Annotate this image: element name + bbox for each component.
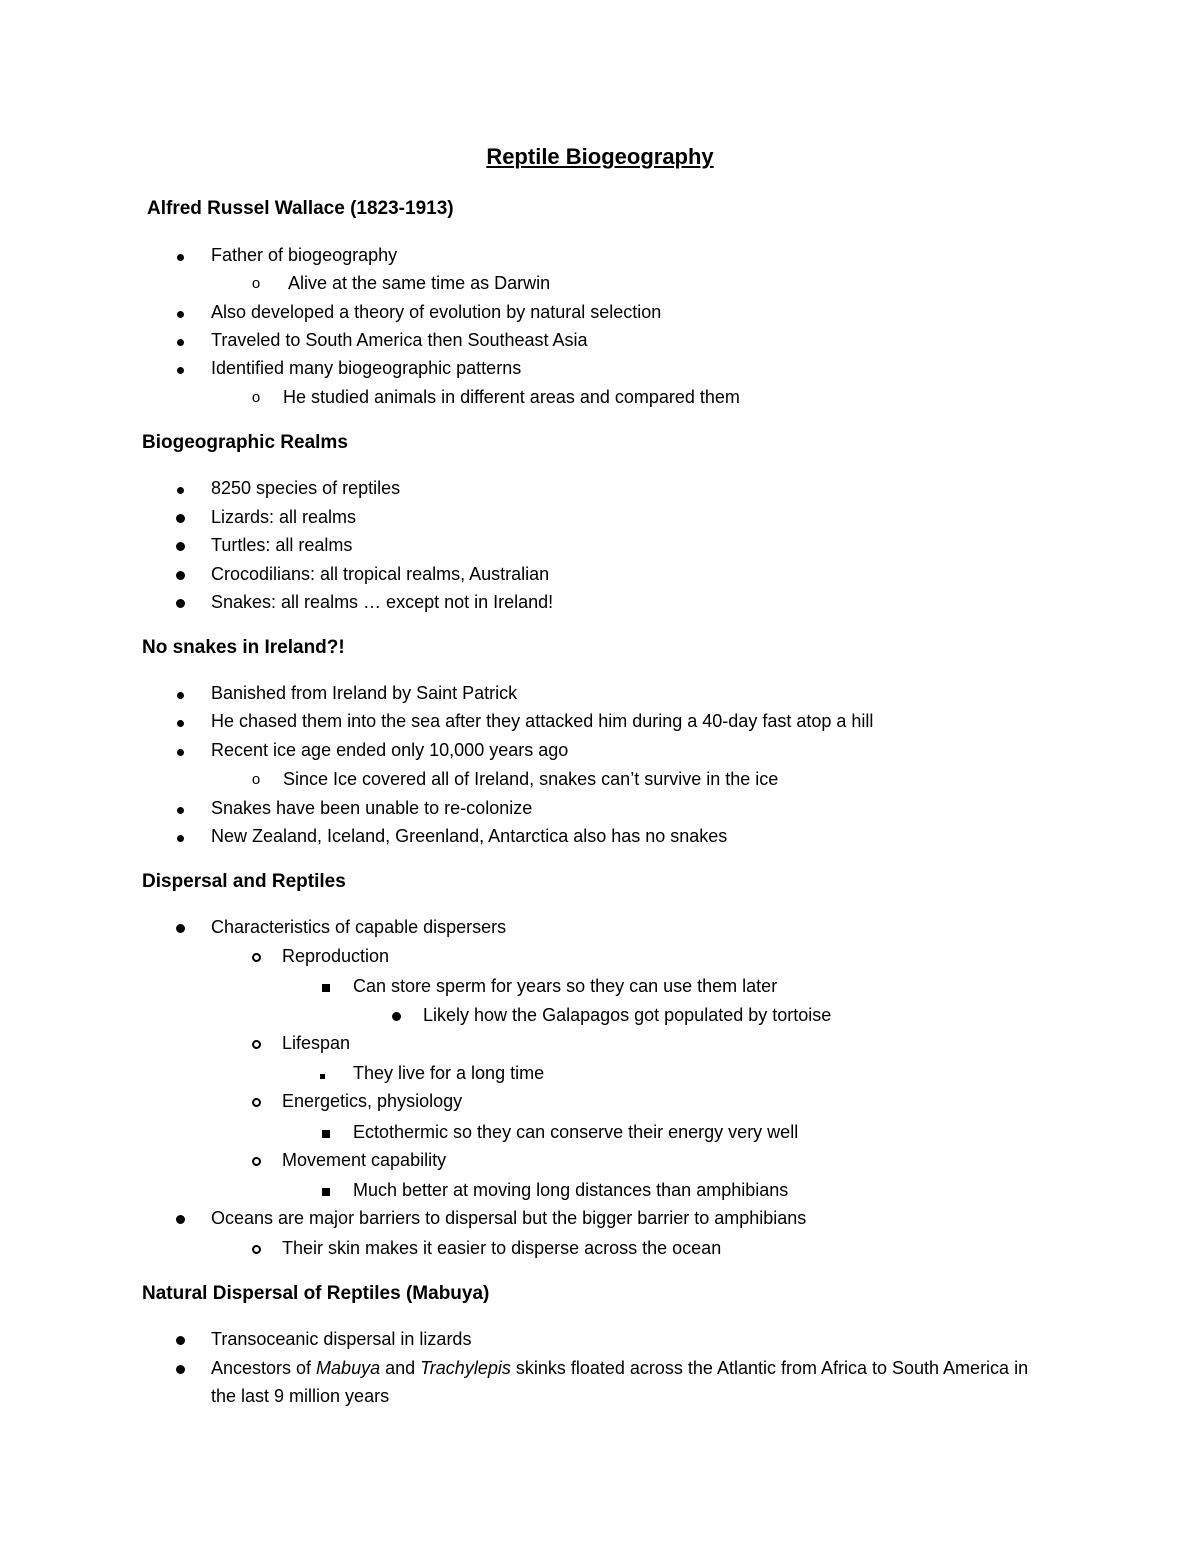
heading-realms: Biogeographic Realms: [142, 432, 348, 453]
ring-bullet-icon: [246, 1091, 266, 1113]
genus-mabuya: Mabuya: [316, 1358, 381, 1378]
ancestors-text-1: Ancestors of: [211, 1358, 317, 1378]
list-item-ancestors: [211, 1354, 1031, 1410]
list-item: 8250 species of reptiles: [211, 478, 401, 498]
list-item: Can store sperm for years so they can use them later: [353, 976, 778, 996]
bullet-icon: [170, 1208, 190, 1230]
bullet-icon: [170, 1329, 190, 1351]
list-item: Likely how the Galapagos got populated by tortoise: [423, 1005, 832, 1025]
list-item: Much better at moving long distances than amphibians: [353, 1180, 789, 1200]
heading-wallace: Alfred Russel Wallace (1823-1913): [147, 198, 454, 219]
bullet-icon: [170, 740, 190, 762]
list-item: Energetics, physiology: [282, 1091, 463, 1111]
bullet-icon: [170, 358, 190, 380]
list-item: Transoceanic dispersal in lizards: [211, 1329, 472, 1349]
genus-trachylepis: Trachylepis: [420, 1358, 511, 1378]
heading-ireland: No snakes in Ireland?!: [142, 637, 345, 658]
list-item: Turtles: all realms: [211, 535, 353, 555]
list-item: Snakes: all realms … except not in Ireland!: [211, 592, 554, 612]
list-item: Movement capability: [282, 1150, 447, 1170]
bullet-icon: [170, 711, 190, 733]
sub-bullet-icon: o: [251, 275, 261, 292]
bullet-icon: [170, 798, 190, 820]
bullet-icon: [386, 1005, 406, 1027]
ancestors-text-3: skinks floated across the Atlantic from Africa to South America in the last 9 million years: [211, 1358, 1029, 1406]
ring-bullet-icon: [246, 946, 266, 968]
bullet-icon: [170, 826, 190, 848]
list-item: Banished from Ireland by Saint Patrick: [211, 683, 518, 703]
list-item: Since Ice covered all of Ireland, snakes can’t survive in the ice: [283, 769, 779, 789]
bullet-icon: [170, 302, 190, 324]
list-item: New Zealand, Iceland, Greenland, Antarctica also has no snakes: [211, 826, 728, 846]
square-bullet-icon: [316, 1180, 336, 1202]
list-item: Father of biogeography: [211, 245, 398, 265]
bullet-icon: [170, 683, 190, 705]
list-item: Oceans are major barriers to dispersal but the bigger barrier to amphibians: [211, 1208, 807, 1228]
ring-bullet-icon: [246, 1150, 266, 1172]
bullet-icon: [170, 535, 190, 557]
bullet-icon: [170, 245, 190, 267]
heading-mabuya: Natural Dispersal of Reptiles (Mabuya): [142, 1283, 490, 1304]
bullet-icon: [170, 592, 190, 614]
list-item: Traveled to South America then Southeast Asia: [211, 330, 588, 350]
list-item: Alive at the same time as Darwin: [288, 273, 551, 293]
list-item: Also developed a theory of evolution by natural selection: [211, 302, 662, 322]
bullet-icon: [170, 564, 190, 586]
heading-dispersal: Dispersal and Reptiles: [142, 871, 346, 892]
page-title: Reptile Biogeography: [486, 144, 714, 169]
list-item: Lizards: all realms: [211, 507, 357, 527]
square-bullet-icon: [316, 1122, 336, 1144]
square-bullet-icon: [312, 1063, 332, 1085]
list-item: Ectothermic so they can conserve their energy very well: [353, 1122, 799, 1142]
ancestors-text-2: and: [380, 1358, 421, 1378]
list-item: Recent ice age ended only 10,000 years ago: [211, 740, 569, 760]
sub-bullet-icon: o: [251, 771, 261, 788]
list-item: He chased them into the sea after they attacked him during a 40-day fast atop a hill: [211, 711, 874, 731]
ring-bullet-icon: [246, 1238, 266, 1260]
list-item: Their skin makes it easier to disperse across the ocean: [282, 1238, 722, 1258]
bullet-icon: [170, 330, 190, 352]
bullet-icon: [170, 917, 190, 939]
bullet-icon: [170, 478, 190, 500]
list-item: Lifespan: [282, 1033, 351, 1053]
square-bullet-icon: [316, 976, 336, 998]
list-item: Snakes have been unable to re-colonize: [211, 798, 533, 818]
list-item: They live for a long time: [353, 1063, 545, 1083]
bullet-icon: [170, 1358, 190, 1380]
list-item: Reproduction: [282, 946, 390, 966]
sub-bullet-icon: o: [251, 389, 261, 406]
list-item: He studied animals in different areas and compared them: [283, 387, 740, 407]
ring-bullet-icon: [246, 1033, 266, 1055]
list-item: Crocodilians: all tropical realms, Australian: [211, 564, 550, 584]
list-item: Identified many biogeographic patterns: [211, 358, 522, 378]
list-item: Characteristics of capable dispersers: [211, 917, 507, 937]
bullet-icon: [170, 507, 190, 529]
